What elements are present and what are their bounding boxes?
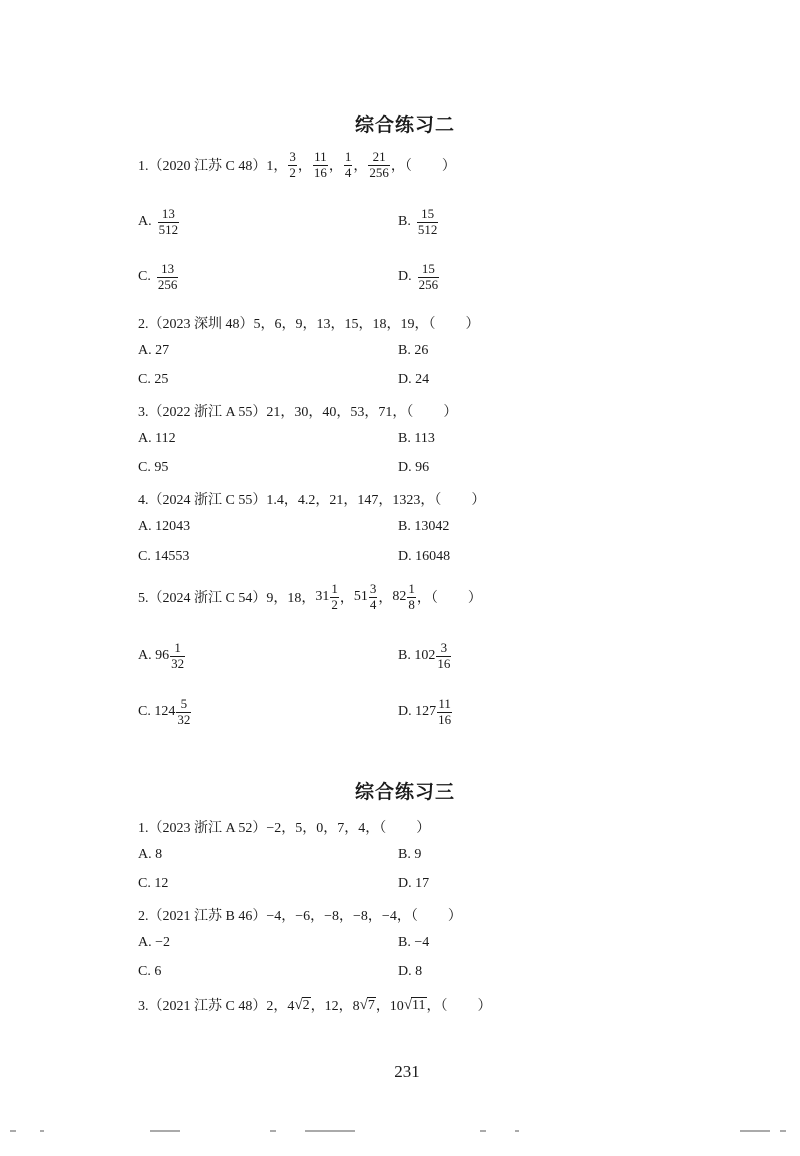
radical-sign: √ — [403, 996, 413, 1013]
question-text: 3.（2022 浙江 A 55）21，30，40，53，71，（ — [138, 405, 414, 420]
option-d: D. 8 — [398, 964, 423, 979]
option-d: D. 24 — [398, 372, 430, 387]
option-label: A. 96 — [138, 648, 170, 664]
question-4 — [138, 489, 485, 509]
separator: ， — [353, 159, 368, 175]
option-d: D. 16048 — [398, 549, 451, 564]
whole-part: 82 — [392, 589, 407, 605]
denominator: 8 — [408, 596, 415, 612]
option-a: A. −2 — [138, 935, 171, 950]
numerator: 13 — [161, 206, 175, 221]
numerator: 5 — [180, 696, 188, 711]
numerator: 1 — [408, 581, 415, 596]
answer-blank-close: ） — [477, 999, 492, 1014]
question-prefix: 3.（2021 江苏 C 48）2，4 — [138, 999, 295, 1014]
numerator: 3 — [289, 149, 296, 164]
fraction — [288, 150, 297, 181]
denominator: 256 — [157, 276, 178, 292]
denominator: 2 — [289, 164, 296, 180]
question-2 — [138, 905, 462, 925]
question-prefix: 5.（2024 浙江 C 54）9，18， — [138, 591, 316, 607]
separator: ， — [339, 591, 354, 607]
denominator: 4 — [344, 164, 352, 180]
numerator: 3 — [440, 640, 448, 655]
separator: ， — [328, 159, 343, 175]
option-c: C. 6 — [138, 964, 162, 979]
denominator: 512 — [158, 221, 179, 237]
option-label: A. — [138, 214, 152, 230]
option-b: B. 13042 — [398, 519, 450, 534]
question-1 — [138, 817, 430, 837]
fraction — [313, 150, 328, 181]
denominator: 4 — [369, 596, 377, 612]
square-root — [404, 997, 427, 1014]
fraction — [158, 207, 180, 238]
answer-blank-close: ） — [471, 493, 486, 508]
radicand: 11 — [412, 997, 426, 1013]
question-text: 1.（2023 浙江 A 52）−2，5，0，7，4，（ — [138, 821, 387, 836]
question-tail: ，（ — [426, 999, 448, 1014]
numerator: 1 — [331, 581, 338, 596]
option-label: C. 124 — [138, 704, 176, 720]
option-a: A. 112 — [138, 431, 176, 446]
radicand: 2 — [302, 997, 310, 1013]
separator: ， — [297, 159, 312, 175]
denominator: 16 — [438, 711, 452, 727]
fraction — [407, 582, 416, 613]
denominator: 2 — [331, 596, 338, 612]
option-a — [138, 641, 186, 672]
question-1 — [138, 150, 456, 181]
option-d — [398, 262, 440, 293]
fraction — [176, 697, 191, 728]
option-b: B. 113 — [398, 431, 435, 446]
option-c: C. 12 — [138, 876, 169, 891]
question-3 — [138, 401, 457, 421]
whole-part: 51 — [353, 589, 368, 605]
denominator: 16 — [437, 655, 451, 671]
denominator: 32 — [177, 711, 191, 727]
option-b: B. −4 — [398, 935, 430, 950]
option-label: B. 102 — [398, 648, 436, 664]
answer-blank-close: ） — [465, 317, 480, 332]
page-number: 231 — [394, 1062, 420, 1081]
fraction — [330, 582, 339, 613]
square-root — [360, 997, 376, 1014]
numerator: 11 — [314, 149, 327, 164]
fraction — [170, 641, 185, 672]
numerator: 3 — [369, 581, 377, 596]
question-text: 2.（2023 深圳 48）5，6，9，13，15，18，19，（ — [138, 317, 436, 332]
option-c: C. 14553 — [138, 549, 190, 564]
fraction — [418, 262, 440, 293]
option-b: B. 9 — [398, 847, 422, 862]
option-label: C. — [138, 269, 151, 285]
question-middle: ，12，8 — [310, 999, 360, 1014]
question-prefix: 1.（2020 江苏 C 48）1， — [138, 159, 288, 175]
section-title-3: 综合练习三 — [354, 781, 455, 803]
denominator: 256 — [369, 164, 389, 180]
numerator: 13 — [161, 261, 175, 276]
question-text: 2.（2021 江苏 B 46）−4，−6，−8，−8，−4，（ — [138, 909, 418, 924]
question-2 — [138, 313, 480, 333]
answer-blank-close: ） — [416, 821, 431, 836]
option-label: D. 127 — [398, 704, 437, 720]
answer-blank-close: ） — [467, 591, 482, 607]
option-b — [398, 641, 452, 672]
numerator: 21 — [372, 149, 386, 164]
numerator: 15 — [421, 261, 435, 276]
separator: ，（ — [416, 591, 438, 607]
option-a: A. 12043 — [138, 519, 191, 534]
separator: ，（ — [390, 159, 412, 175]
option-d — [398, 697, 453, 728]
section-title-2: 综合练习二 — [354, 114, 455, 136]
option-a: A. 8 — [138, 847, 163, 862]
radical-sign: √ — [359, 996, 368, 1013]
fraction — [437, 697, 452, 728]
answer-blank-close: ） — [441, 159, 456, 175]
denominator: 512 — [417, 221, 438, 237]
option-c — [138, 262, 179, 293]
fraction — [369, 582, 378, 613]
question-text: 4.（2024 浙江 C 55）1.4，4.2，21，147，1323，（ — [138, 493, 442, 508]
option-a: A. 27 — [138, 343, 170, 358]
denominator: 16 — [313, 164, 327, 180]
fraction — [344, 150, 353, 181]
radicand: 7 — [367, 997, 375, 1013]
scan-artifact-line — [0, 1130, 800, 1134]
option-d: D. 17 — [398, 876, 430, 891]
fraction — [436, 641, 451, 672]
answer-blank-close: ） — [447, 909, 462, 924]
option-b — [398, 207, 439, 238]
numerator: 1 — [344, 149, 352, 164]
option-a — [138, 207, 180, 238]
option-c: C. 95 — [138, 460, 169, 475]
numerator: 1 — [174, 640, 181, 655]
option-d: D. 96 — [398, 460, 430, 475]
answer-blank-close: ） — [443, 405, 458, 420]
option-b: B. 26 — [398, 343, 429, 358]
question-3 — [138, 995, 492, 1015]
separator: ， — [378, 591, 393, 607]
question-5 — [138, 582, 482, 613]
denominator: 32 — [171, 655, 185, 671]
option-c: C. 25 — [138, 372, 169, 387]
option-label: D. — [398, 269, 412, 285]
radical-sign: √ — [294, 996, 303, 1013]
fraction — [417, 207, 439, 238]
numerator: 11 — [438, 696, 451, 711]
option-label: B. — [398, 214, 411, 230]
whole-part: 31 — [315, 589, 330, 605]
square-root — [294, 997, 310, 1014]
fraction — [368, 150, 390, 181]
denominator: 256 — [418, 276, 439, 292]
numerator: 15 — [421, 206, 435, 221]
question-middle: ，10 — [375, 999, 404, 1014]
option-c — [138, 697, 192, 728]
fraction — [157, 262, 179, 293]
